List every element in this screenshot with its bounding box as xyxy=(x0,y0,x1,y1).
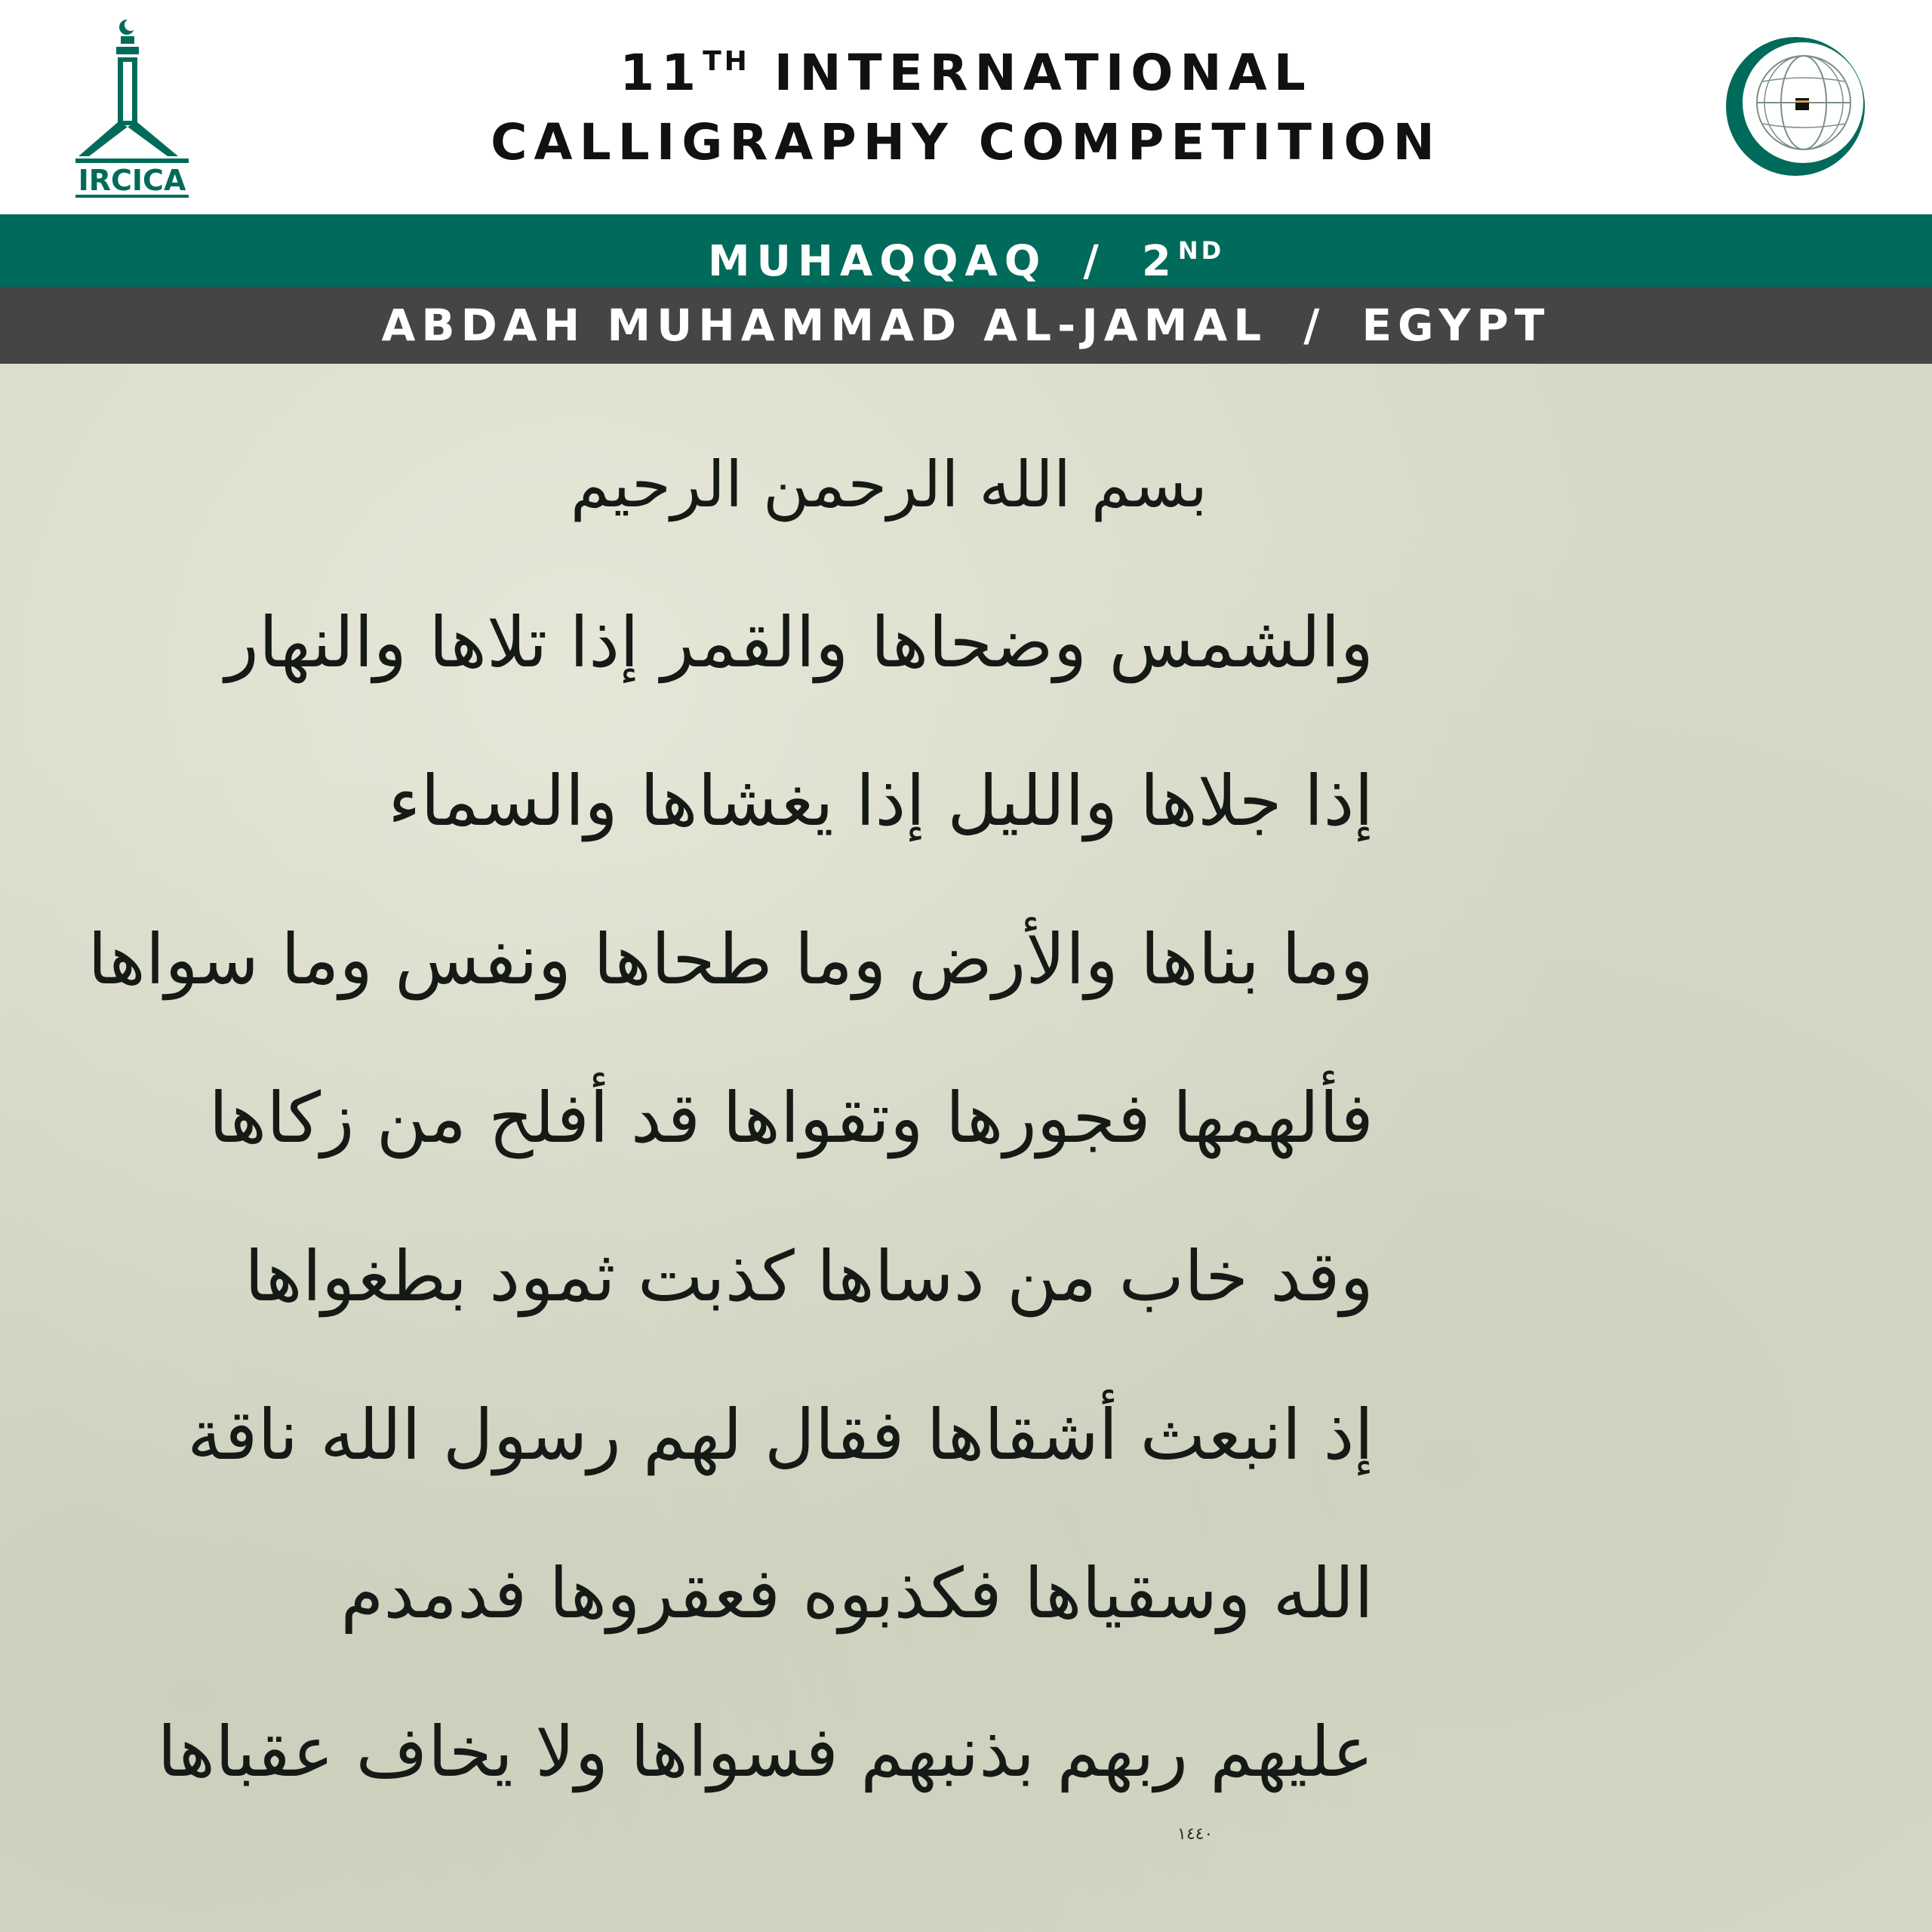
calligraphy-line-basmala: بسم الله الرحمن الرحيم xyxy=(570,448,1208,521)
header xyxy=(0,0,1932,214)
calligraphy-line: وقد خاب من دساها كذبت ثمود بطغواها xyxy=(244,1236,1374,1317)
category-separator: / xyxy=(1083,237,1106,286)
rank-number: 2 xyxy=(1141,237,1178,286)
calligraphy-text-block xyxy=(88,424,1374,1858)
calligraphy-line: والشمس وضحاها والقمر إذا تلاها والنهار xyxy=(225,602,1374,683)
title-ordinal-suffix: TH xyxy=(703,46,750,77)
title-line-1 xyxy=(0,44,1932,102)
calligraphy-line: الله وسقياها فكذبوه فعقروها فدمدم xyxy=(340,1553,1374,1634)
kaaba-icon xyxy=(1795,98,1809,110)
calligraphy-line: إذ انبعث أشقاها فقال لهم رسول الله ناقة xyxy=(187,1395,1374,1475)
rank-suffix: ND xyxy=(1177,236,1225,265)
title-international: INTERNATIONAL xyxy=(774,44,1312,102)
ircica-logo-text: IRCICA xyxy=(78,164,186,197)
calligraphy-line: وما بناها والأرض وما طحاها ونفس وما سواها xyxy=(88,919,1374,1000)
calligraphy-line: إذا جلاها والليل إذا يغشاها والسماء xyxy=(388,761,1374,841)
calligraphy-line: فألهمها فجورها وتقواها قد أفلح من زكاها xyxy=(208,1078,1374,1158)
artist-separator: / xyxy=(1303,300,1326,351)
artist-country: EGYPT xyxy=(1361,300,1551,351)
globe-crescent-logo xyxy=(1725,36,1866,177)
title-number: 11 xyxy=(620,44,703,102)
title-line-2: CALLIGRAPHY COMPETITION xyxy=(491,113,1441,171)
artist-name: ABDAH MUHAMMAD AL-JAMAL xyxy=(381,300,1268,351)
artist-band xyxy=(0,287,1932,364)
date-mark: ١٤٤٠ xyxy=(1177,1825,1214,1844)
category-band xyxy=(0,214,1932,287)
style-label: MUHAQQAQ xyxy=(707,237,1048,286)
calligraphy-line: عليهم ربهم بذنبهم فسواها ولا يخاف عقباها xyxy=(157,1712,1374,1792)
calligraphy-artwork xyxy=(0,364,1932,1932)
